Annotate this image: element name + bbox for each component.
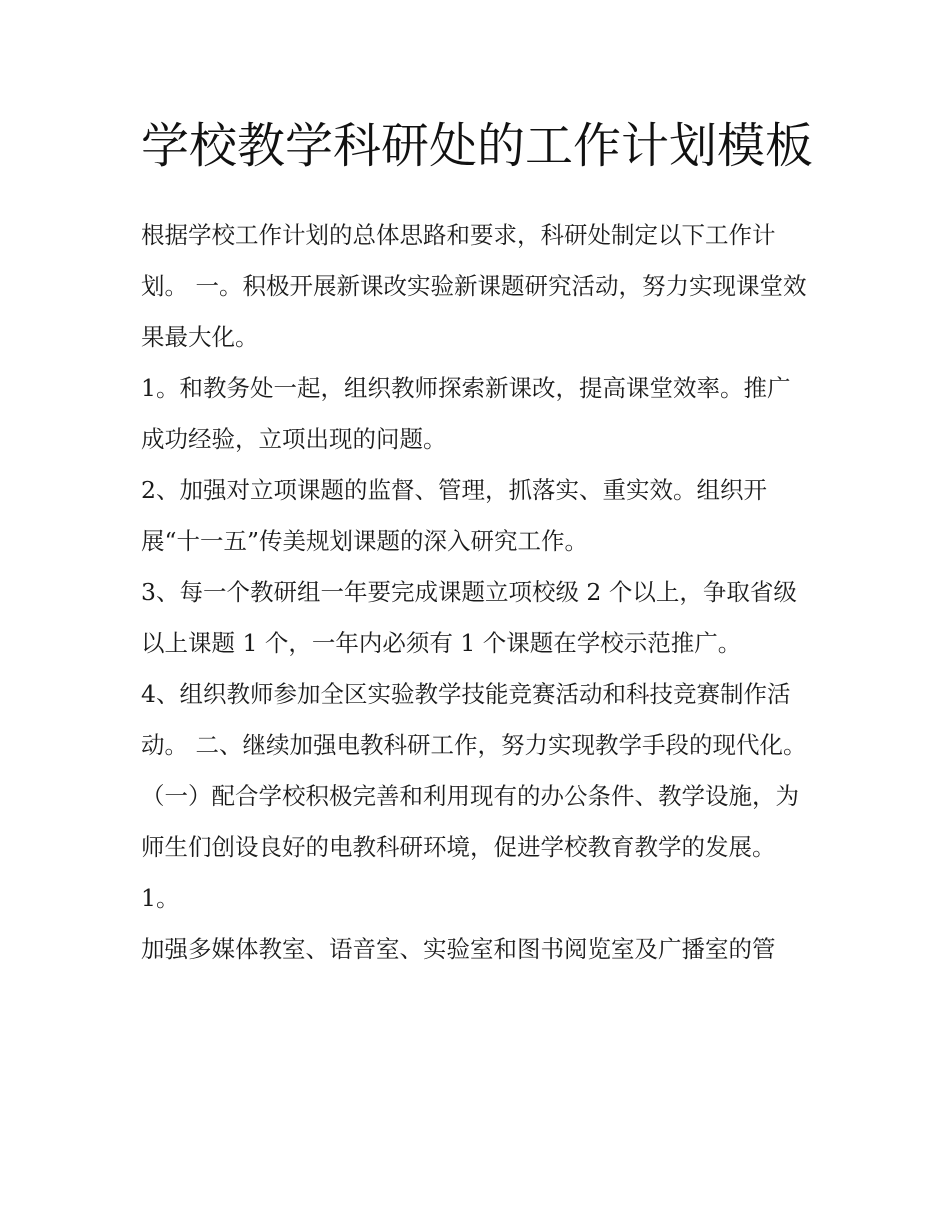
paragraph-intro: 根据学校工作计划的总体思路和要求，科研处制定以下工作计划。 一。积极开展新课改实验新课题研究活动，努力实现课堂效果最大化。 (141, 221, 807, 351)
document-body (141, 210, 813, 975)
paragraph-item-2: 2、加强对立项课题的监督、管理，抓落实、重实效。组织开展“十一五”传美规划课题的深入研究工作。 (141, 476, 767, 555)
document-content (141, 108, 813, 975)
paragraph-continued: 加强多媒体教室、语音室、实验室和图书阅览室及广播室的管 (141, 935, 776, 963)
paragraph-item-4: 4、组织教师参加全区实验教学技能竞赛活动和科技竞赛制作活动。 二、继续加强电教科研工作，努力实现教学手段的现代化。 (141, 680, 807, 759)
document-title: 学校教学科研处的工作计划模板 (141, 118, 814, 174)
paragraph-item-3: 3、每一个教研组一年要完成课题立项校级 2 个以上，争取省级以上课题 1 个，一年内必须有 1 个课题在学校示范推广。 (141, 578, 797, 657)
paragraph-item-1: 1。和教务处一起，组织教师探索新课改，提高课堂效率。推广成功经验，立项出现的问题。 (141, 374, 791, 453)
paragraph-section-2-1: （一）配合学校积极完善和利用现有的办公条件、教学设施，为师生们创设良好的电教科研环境，促进学校教育教学的发展。 1。 (141, 782, 799, 912)
